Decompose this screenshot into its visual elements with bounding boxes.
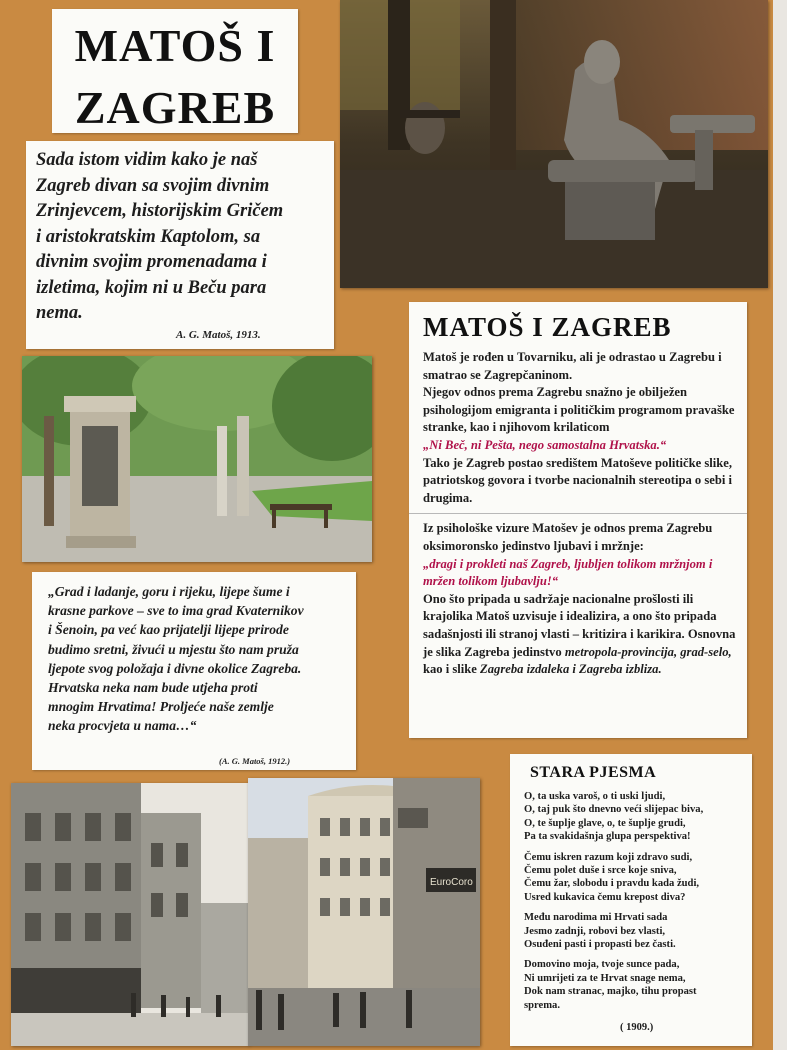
wall-strip bbox=[773, 0, 787, 1050]
poem-line: Jesmo zadnji, robovi bez vlasti, bbox=[524, 925, 666, 937]
statue-bench-image bbox=[340, 0, 768, 288]
poem-line: Čemu polet duše i srce koje sniva, bbox=[524, 865, 677, 877]
quote-line: Hrvatska neka nam bude utjeha proti bbox=[48, 680, 258, 696]
poem-line: Čemu iskren razum koji zdravo sudi, bbox=[524, 851, 693, 863]
poem-line: Čemu žar, slobodu i pravdu kada žudi, bbox=[524, 878, 700, 890]
modern-street-image bbox=[248, 778, 480, 1046]
quote-line: budimo sretni, živući u mjestu što nam pruža bbox=[48, 641, 299, 657]
quote-line: Sada istom vidim kako je naš bbox=[36, 150, 258, 170]
park-pavilion-image bbox=[22, 356, 372, 562]
poem-line: O, taj puk što dnevno veći slijepac biva, bbox=[524, 804, 704, 816]
quote-line: mnogim Hrvatima! Proljeće naše zemlje bbox=[48, 699, 274, 715]
photo-modern-street bbox=[248, 778, 480, 1046]
info-text: kao i slike bbox=[423, 662, 477, 677]
poem-stanza bbox=[524, 911, 744, 951]
quote-signature: A. G. Matoš, 1913. bbox=[176, 329, 261, 341]
poem-stanza bbox=[524, 958, 744, 1012]
photo-park-pavilion bbox=[22, 356, 372, 562]
quote-line: „Grad i ladanje, goru i rijeku, lijepe šume i bbox=[48, 584, 290, 599]
quote-line: krasne parkove – sve to ima grad Kvaternikov bbox=[48, 603, 304, 619]
info-paragraph: Matoš je rođen u Tovarniku, ali je odrastao u Zagrebu i smatrao se Zagrepčaninom. bbox=[423, 350, 722, 382]
info-text: Ono što pripada u sadržaje nacionalne prošlosti ili krajolika Matoš uzvisuje i idealizira, a ono što pripada sadašnjosti ili stranoj vlasti – kritizira i karikira. Osnovna je slika Zagreba jedinstvo bbox=[423, 591, 736, 659]
info-paragraph bbox=[423, 591, 739, 679]
info-heading: MATOŠ I ZAGREB bbox=[423, 312, 672, 342]
poem-line: O, ta uska varoš, o ti uski ljudi, bbox=[524, 791, 666, 802]
quote-line: divnim svojim promenadama i bbox=[36, 252, 267, 272]
poem-year: ( 1909.) bbox=[620, 1022, 654, 1033]
info-italic: Zagreba izdaleka i Zagreba izbliza. bbox=[480, 662, 662, 677]
info-divider bbox=[409, 513, 747, 514]
quote-line: Zrinjevcem, historijskim Gričem bbox=[36, 201, 284, 221]
quote-line: i aristokratskim Kaptolom, sa bbox=[36, 226, 261, 247]
old-street-image bbox=[11, 783, 249, 1046]
title-line-2: ZAGREB bbox=[74, 82, 276, 133]
poem-line: Dok nam stranac, majko, tihu propast bbox=[524, 986, 697, 998]
quote-line: izletima, kojim ni u Beču para bbox=[36, 277, 267, 298]
info-paragraph: Njegov odnos prema Zagrebu snažno je obilježen psihologijom emigranta i političkim programom pravaške stranke, kao i njihovom krilaticom bbox=[423, 385, 735, 435]
quote-line: neka procvjeta u nama…“ bbox=[48, 718, 197, 734]
quote-line: i Šenoin, pa već kao prijatelji lijepe prirode bbox=[48, 622, 289, 638]
quote-line: Zagreb divan sa svojim divnim bbox=[36, 175, 270, 196]
quote-line: nema. bbox=[36, 303, 83, 323]
info-italic: metropola-provincija, grad-selo, bbox=[564, 644, 732, 659]
info-paragraph: Iz psihološke vizure Matošev je odnos prema Zagrebu oksimoronsko jedinstvo ljubavi i mržnje: bbox=[423, 521, 713, 553]
info-slogan: „Ni Beč, ni Pešta, nego samostalna Hrvatska.“ bbox=[423, 437, 667, 452]
quote-signature: (A. G. Matoš, 1912.) bbox=[219, 756, 291, 766]
poem-card bbox=[510, 754, 752, 1046]
quote-card-1912 bbox=[32, 572, 356, 770]
poem-stanza bbox=[524, 790, 744, 844]
photo-old-street bbox=[11, 783, 249, 1046]
poem-line: O, te šuplje glave, o, te šuplje grudi, bbox=[524, 817, 686, 829]
poem-line: sprema. bbox=[524, 999, 560, 1011]
quote-card-1913 bbox=[26, 141, 334, 349]
poem-title: STARA PJESMA bbox=[530, 764, 657, 781]
title-card bbox=[52, 9, 298, 133]
poem-line: Domovino moja, tvoje sunce pada, bbox=[524, 959, 680, 971]
poem-line: Usred kukavica čemu krepost diva? bbox=[524, 891, 686, 903]
quote-line: ljepote svog položaja i divne okolice Zagreba. bbox=[48, 660, 302, 676]
poem-line: Među narodima mi Hrvati sada bbox=[524, 912, 668, 924]
title-line-1: MATOŠ I bbox=[74, 20, 276, 71]
poem-line: Pa ta svakidašnja glupa perspektiva! bbox=[524, 831, 691, 843]
photo-statue-bench bbox=[340, 0, 768, 288]
info-panel bbox=[409, 302, 747, 738]
info-paragraph: Tako je Zagreb postao središtem Matoševe političke slike, patriotskog govora i tvorbe nacionalnih stereotipa o sebi i drugima. bbox=[423, 455, 733, 505]
poem-line: Ni umrijeti za te Hrvat snage nema, bbox=[524, 972, 686, 984]
storefront-sign-text: EuroCoro bbox=[430, 877, 473, 888]
poem-stanza bbox=[524, 851, 744, 905]
poem-line: Osuđeni pasti i propasti bez časti. bbox=[524, 939, 676, 951]
info-quote: „dragi i prokleti naš Zagreb, ljubljen tolikom mržnjom i mržen tolikom ljubavlju!“ bbox=[423, 556, 713, 589]
